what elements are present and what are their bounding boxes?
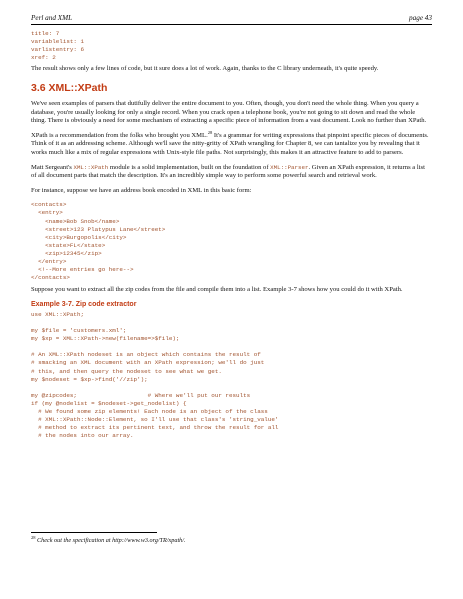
code-block-xml <box>31 201 432 282</box>
paragraph-for-instance: For instance, suppose we have an address book encoded in XML in this basic form: <box>31 186 252 194</box>
matt-text-1: Matt Sergeant's <box>31 163 74 171</box>
footnote-text[interactable]: Check out the specification at http://www.w3.org/TR/xpath/. <box>35 537 186 544</box>
code-line: <street>123 Platypus Lane</street> <box>31 225 166 233</box>
code-line: </entry> <box>31 257 67 265</box>
code-line: </contacts> <box>31 274 70 282</box>
footnote <box>31 534 186 544</box>
code-line: my $file = 'customers.xml'; <box>31 327 127 335</box>
code-line: varlistentry: 6 <box>31 46 85 54</box>
section-heading: 3.6 XML::XPath <box>31 81 108 94</box>
code-line: <contacts> <box>31 201 67 209</box>
code-block-example <box>31 311 432 441</box>
header-title: Perl and XML <box>31 14 73 22</box>
code-line: my $nodeset = $xp->find('//zip'); <box>31 375 148 383</box>
code-block-output <box>31 30 432 62</box>
code-line: <zip>12345</zip> <box>31 249 102 257</box>
paragraph-result: The result shows only a few lines of code, but it sure does a lot of work. Again, thanks to the C library underneath, it's quite speedy. <box>31 65 379 73</box>
code-line: # We found some zip elements! Each node is an object of the class <box>31 407 268 415</box>
paragraph-matt <box>31 164 432 181</box>
code-line: xref: 2 <box>31 54 56 62</box>
xpath-text-start: XPath is a recommendation from the folks who brought you XML. <box>31 131 208 139</box>
code-line: <city>Burgopolis</city> <box>31 233 127 241</box>
code-line: <name>Bob Snob</name> <box>31 217 120 225</box>
example-title: Example 3-7. Zip code extractor <box>31 300 137 308</box>
inline-code-xml-parser: XML::Parser <box>270 163 309 171</box>
xpath-text-end: It's a grammar for writing expressions that pinpoint specific pieces of documents. Think of it as an addressing scheme. Although we'll save the nitty-gritty of XPath wrangling for Chapter 8, we can tantalize you by revealing that it works much like a mix of regular expressions with Unix-style file paths. Not surprisingly, this makes it an attractive feature to add to parsers. <box>31 131 429 156</box>
page-content <box>31 30 432 440</box>
footnote-reference[interactable]: 28 <box>207 129 213 135</box>
code-line: # method to extract its pertinent text, and throw the result for all <box>31 424 279 432</box>
matt-text-3: . Given an XPath expression, it returns a list of all document parts that match the description. It's an incredibly simple way to perform some powerful search and retrieval work. <box>31 163 425 180</box>
code-line: use XML::XPath; <box>31 310 85 318</box>
matt-text-2: module is a solid implementation, built on the foundation of <box>108 163 271 171</box>
code-line: # smacking an XML document with an XPath expression; we'll do just <box>31 359 265 367</box>
code-line: # An XML::XPath nodeset is an object which contains the result of <box>31 351 261 359</box>
code-line <box>31 384 432 392</box>
code-line: if (my @nodelist = $nodeset->get_nodelist) { <box>31 399 187 407</box>
footnote-number: 28 <box>31 534 36 540</box>
code-line: # XML::XPath::Node::Element, so I'll use that class's 'string_value' <box>31 416 279 424</box>
code-line: my @zipcodes; # Where we'll put our results <box>31 391 251 399</box>
header-page-number: page 43 <box>409 14 432 22</box>
paragraph-xpath <box>31 129 432 158</box>
paragraph-intro: We've seen examples of parsers that dutifully deliver the entire document to you. Often, though, you don't need the whole thing. When you query a database, you're usually looking for only a single record. When you crack open a telephone book, you're not going to sit down and read the whole thing. There is obviously a need for some mechanism of extracting a specific piece of information from a vast document. Look no further than XPath. <box>31 99 427 125</box>
code-line <box>31 319 432 327</box>
code-line <box>31 343 432 351</box>
footnote-divider <box>31 532 157 533</box>
paragraph-suppose: Suppose you want to extract all the zip codes from the file and compile them into a list. Example 3-7 shows how you could do it with XPath. <box>31 286 403 294</box>
code-line: # this, and then query the nodeset to see what we get. <box>31 367 222 375</box>
code-line: title: 7 <box>31 30 60 37</box>
code-line: # the nodes into our array. <box>31 432 134 440</box>
code-line: <state>FL</state> <box>31 241 106 249</box>
page-header <box>31 14 432 25</box>
inline-code-xml-xpath: XML::XPath <box>73 163 109 171</box>
code-line: variablelist: 1 <box>31 38 85 46</box>
code-line: my $xp = XML::XPath->new(filename=>$file); <box>31 335 180 343</box>
code-line: <!--More entries go here--> <box>31 266 134 274</box>
code-line: <entry> <box>31 209 63 217</box>
